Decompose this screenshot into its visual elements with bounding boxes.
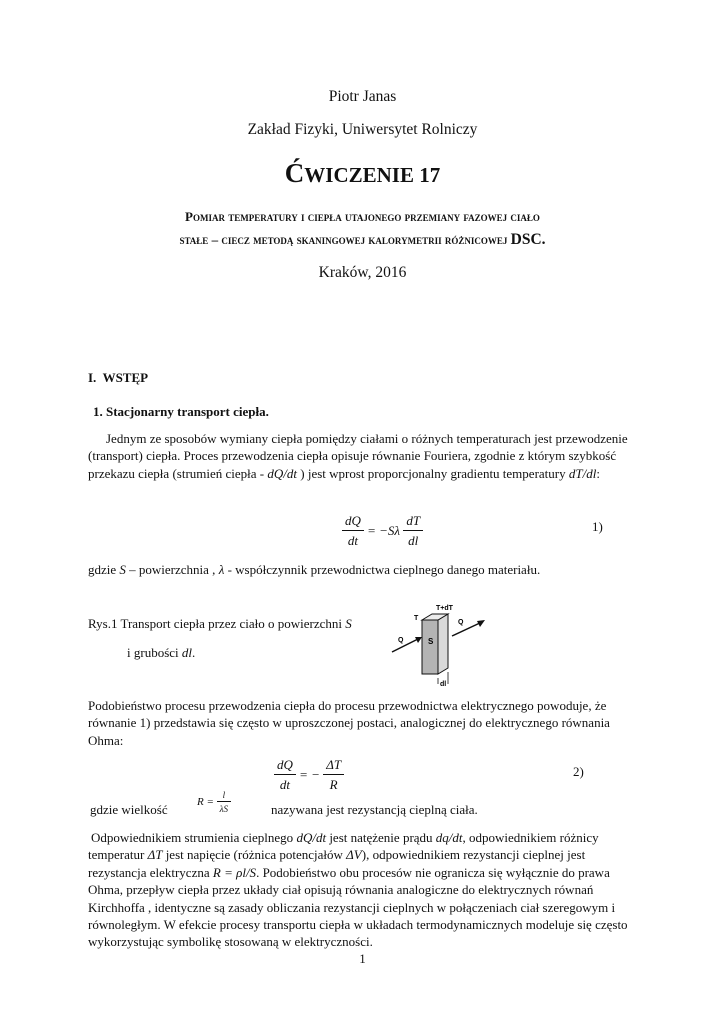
where1-b: – powierzchnia , <box>125 562 219 577</box>
resistance-R: R = <box>197 796 214 808</box>
where-line-2-desc: nazywana jest rezystancją cieplną ciała. <box>271 802 478 817</box>
figure-caption-line-2 <box>127 645 195 661</box>
label-T: T <box>414 615 419 622</box>
para3-i: ), odpowiednikiem rezystancji cieplnej jest rezystancja elektryczna <box>88 847 586 880</box>
eq2-rhs-den: R <box>329 777 338 792</box>
para3-k: . Podobieństwo obu procesów nie ogranicza się wyłącznie do prawa Ohma, przepływ ciepła przez układy ciał opisują równania analogiczne do elektrycznych równań Kirchhoffa , identyczne są zasady obliczania rezystancji cieplnych w połączeniach ciał szeregowym i równoległym. W efekcie procesy transportu ciepła w układach termodynamicznych modeluje się często wykorzystując symbolikę stosowaną w elektryczności. <box>88 864 628 950</box>
where1-lambda: λ <box>218 562 225 577</box>
where-line-1 <box>88 562 540 578</box>
para1-dqdt: dQ/dt <box>267 465 298 481</box>
slab-label-S: S <box>428 637 434 646</box>
paragraph-1 <box>88 430 640 482</box>
section-title: WSTĘP <box>102 370 149 385</box>
where1-S: S <box>119 562 126 577</box>
eq1-mid: = −Sλ <box>367 523 401 538</box>
equation-1 <box>342 513 423 549</box>
eq1-rhs-num: dT <box>403 513 423 531</box>
para3-j: R = ρl/S <box>212 864 257 880</box>
heat-arrow-out <box>452 622 482 636</box>
eq2-lhs-den: dt <box>279 777 290 792</box>
slab-side-face <box>438 614 448 674</box>
paragraph-2 <box>88 697 640 749</box>
para3-g: jest napięcie (różnica potencjałów <box>162 847 347 863</box>
para3-e: , odpowiednikiem różnicy temperatur <box>88 830 599 863</box>
paragraph-3 <box>88 829 640 951</box>
slab-front-face <box>422 620 438 674</box>
para3-d: dq/dt <box>435 830 463 845</box>
figure-caption-line-1 <box>88 616 352 632</box>
para3-b: dQ/dt <box>296 830 327 845</box>
eq1-rhs-den: dl <box>408 533 419 548</box>
subtitle-dsc: DSC. <box>510 231 546 248</box>
where-line-2-label: gdzie wielkość <box>90 802 168 817</box>
para1-text-e: : <box>596 465 600 481</box>
label-dl: dl <box>440 681 447 688</box>
paragraph-2-text: Podobieństwo procesu przewodzenia ciepła do procesu przewodnictwa elektrycznego powoduje, że równanie 1) przedstawia się często w uproszczonej postaci, analogicznej do elektrycznego równania Ohma: <box>88 698 610 748</box>
subtitle-line-1: Pomiar temperatury i ciepła utajonego przemiany fazowej ciało <box>185 209 540 224</box>
caption-b: i grubości <box>127 645 182 660</box>
section-number: I. <box>88 370 97 385</box>
page-number: 1 <box>359 951 366 966</box>
heat-arrow-in <box>392 638 420 652</box>
eq2-lhs-num: dQ <box>274 757 296 775</box>
caption-S: S <box>345 616 352 631</box>
para3-a: Odpowiednikiem strumienia cieplnego <box>91 830 297 845</box>
section-heading <box>88 370 148 386</box>
exercise-title <box>0 158 725 189</box>
caption-dl: dl <box>181 645 193 660</box>
subtitle-line-2 <box>0 231 725 249</box>
para3-h: ΔV <box>346 847 362 863</box>
para1-text-c: ) jest wprost proporcjonalny gradientu temperatury <box>297 465 569 481</box>
exercise-title-initial: Ć <box>284 158 305 188</box>
subsection-heading: 1. Stacjonarny transport ciepła. <box>93 404 269 419</box>
place-date: Kraków, 2016 <box>318 264 407 281</box>
eq2-mid: = − <box>299 767 320 782</box>
exercise-title-rest: WICZENIE 17 <box>304 163 441 187</box>
label-Q-right: Q <box>458 619 464 626</box>
para3-c: jest natężenie prądu <box>326 830 436 845</box>
heat-transport-figure <box>386 600 498 692</box>
resistance-den: λS <box>219 804 229 814</box>
para1-text-a: Jednym ze sposobów wymiany ciepła pomiędzy ciałami o różnych temperaturach jest przewodzenie (transport) ciepła. Proces przewodzenia ciepła opisuje równanie Fouriera, zgodnie z którym szybkość przekazu ciepła (strumień ciepła - <box>88 431 628 481</box>
caption-a: Rys.1 Transport ciepła przez ciało o powierzchni <box>88 616 346 631</box>
where1-a: gdzie <box>88 562 120 577</box>
equation-2 <box>274 757 344 793</box>
caption-c: . <box>192 645 196 660</box>
equation-2-number: 2) <box>573 764 584 779</box>
eq1-lhs-den: dt <box>347 533 358 548</box>
eq1-lhs-num: dQ <box>342 513 364 531</box>
where1-c: - współczynnik przewodnictwa cieplnego danego materiału. <box>224 562 541 577</box>
para3-f: ΔT <box>147 847 163 863</box>
para1-dtdl: dT/dl <box>568 465 597 481</box>
resistance-num: l <box>217 790 231 802</box>
affiliation: Zakład Fizyki, Uniwersytet Rolniczy <box>247 121 478 138</box>
eq2-rhs-num: ΔT <box>323 757 344 775</box>
equation-1-number: 1) <box>592 519 603 534</box>
author: Piotr Janas <box>328 88 397 105</box>
label-Q-left: Q <box>398 637 404 644</box>
subtitle-line-2-text: stałe – ciecz metodą skaningowej kalorymetrii różnicowej <box>179 232 511 247</box>
resistance-formula <box>197 790 231 814</box>
label-T-plus-dT: T+dT <box>436 605 453 612</box>
